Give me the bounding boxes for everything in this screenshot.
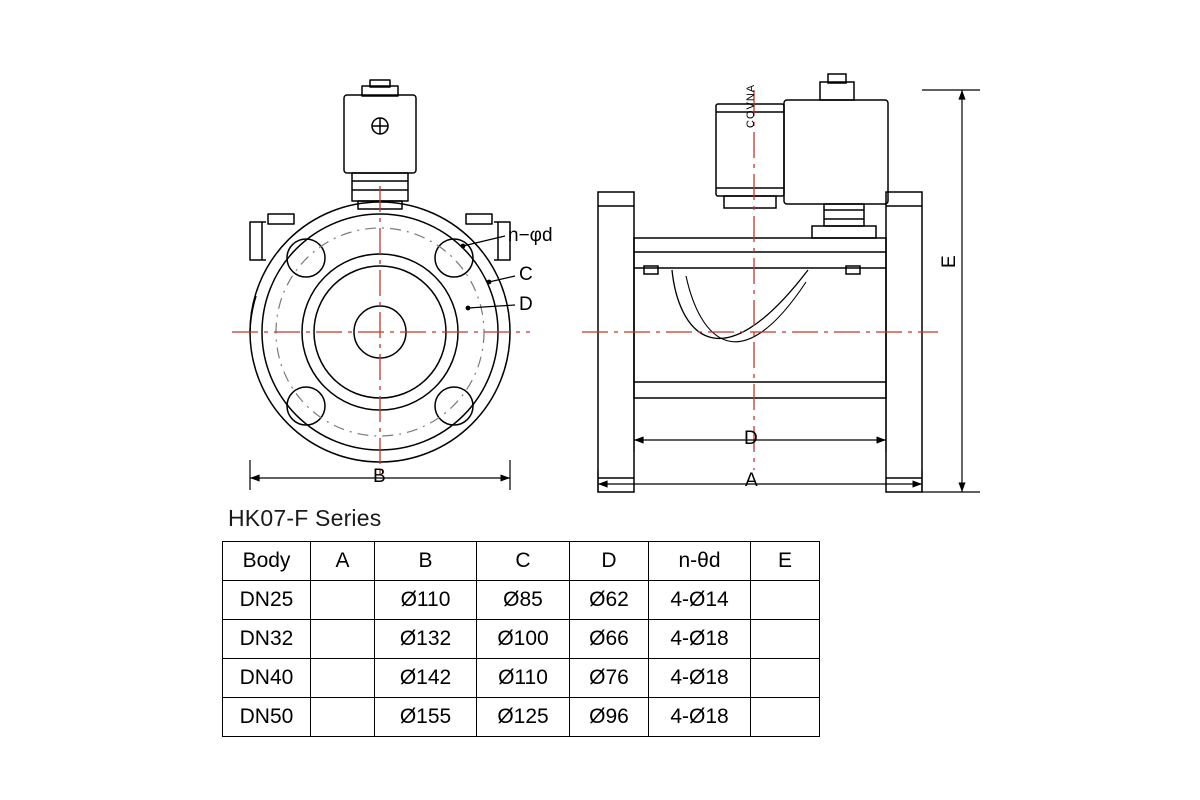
label-c: C [519,264,533,285]
cell-d: Ø96 [570,698,649,737]
cell-b: Ø155 [375,698,477,737]
header-d: D [570,542,649,581]
cell-c: Ø85 [477,581,570,620]
cell-c: Ø100 [477,620,570,659]
front-view-centerlines [232,186,530,480]
cell-nd: 4-Ø18 [649,620,751,659]
cell-body: DN32 [223,620,311,659]
label-a: A [745,470,758,491]
cell-b: Ø132 [375,620,477,659]
cell-e [751,620,820,659]
table-row [223,620,820,659]
dimension-e [922,90,980,492]
cell-a [311,659,375,698]
cell-b: Ø110 [375,581,477,620]
side-view-centerlines [582,90,938,470]
label-n-phi-d: n−φd [508,225,553,246]
cell-nd: 4-Ø14 [649,581,751,620]
header-a: A [311,542,375,581]
cell-a [311,698,375,737]
label-d-side: D [744,428,758,449]
cell-b: Ø142 [375,659,477,698]
cell-d: Ø62 [570,581,649,620]
table-row [223,659,820,698]
header-body: Body [223,542,311,581]
header-b: B [375,542,477,581]
dimension-d-side [634,398,886,452]
cell-body: DN25 [223,581,311,620]
label-d-front: D [519,294,533,315]
label-b: B [373,466,386,487]
cell-body: DN40 [223,659,311,698]
cell-body: DN50 [223,698,311,737]
cell-c: Ø110 [477,659,570,698]
header-e: E [751,542,820,581]
table-row [223,698,820,737]
series-title: HK07-F Series [228,505,382,531]
cell-a [311,581,375,620]
cell-e [751,581,820,620]
cell-c: Ø125 [477,698,570,737]
table-row [223,581,820,620]
cell-e [751,698,820,737]
label-e: E [939,255,960,268]
dimension-table [222,541,820,737]
header-n-theta-d: n-θd [649,542,751,581]
brand-label: COVNA [745,83,757,128]
cell-a [311,620,375,659]
side-view-group [598,74,922,492]
cell-nd: 4-Ø18 [649,698,751,737]
table-header-row [223,542,820,581]
cell-nd: 4-Ø18 [649,659,751,698]
header-c: C [477,542,570,581]
cell-d: Ø76 [570,659,649,698]
dimension-a [598,470,922,492]
cell-e [751,659,820,698]
cell-d: Ø66 [570,620,649,659]
